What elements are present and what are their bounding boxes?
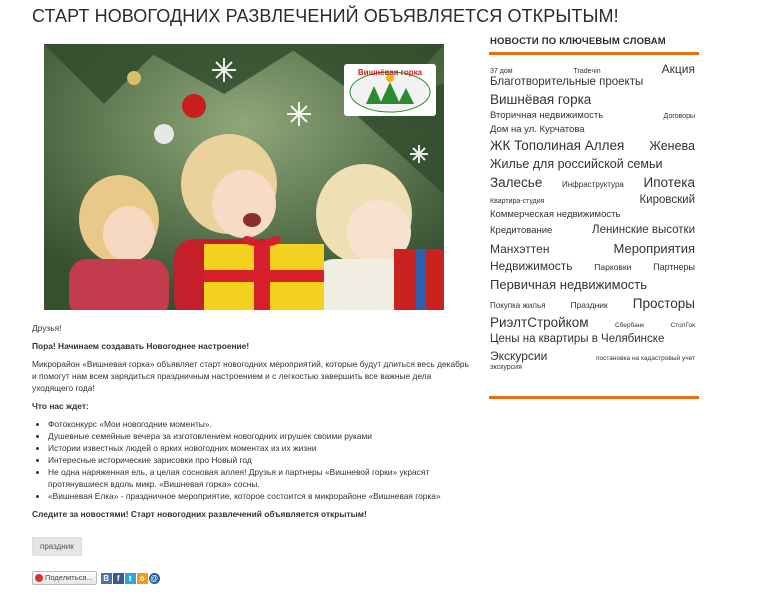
hero-image [44, 44, 444, 310]
article-intro: Микрорайон «Вишневая горка» объявляет старт новогодних мероприятий, которые будут длиться весь декабрь и помогут нам всем зарядиться праздничным настроением и с легкостью завершить все важные дела уходящего года! [32, 359, 469, 393]
widget-title: НОВОСТИ ПО КЛЮЧЕВЫМ СЛОВАМ [490, 36, 666, 47]
tag-charity[interactable]: Благотворительные проекты [490, 76, 644, 88]
share-button[interactable] [32, 571, 97, 585]
list-item: • Фотоконкурс «Мои новогодние моменты». [48, 418, 472, 430]
tag-zheneva[interactable]: Женева [649, 139, 695, 153]
tag-commercial-realty[interactable]: Коммерческая недвижимость [490, 209, 621, 220]
tag-realty[interactable]: Недвижимость [490, 259, 573, 273]
list-item: • Истории известных людей о ярких новогодних моментах из их жизни [48, 442, 472, 454]
share-logo-icon [35, 574, 43, 582]
tag-cadastral[interactable]: постановка на кадастровый учет [595, 355, 695, 362]
tag-topolinaya-alleya[interactable]: ЖК Тополиная Аллея [490, 138, 625, 153]
tag-stolgok[interactable]: СтолГок [670, 322, 695, 329]
tag-housing-purchase[interactable]: Покупка жилья [490, 301, 546, 310]
tag-vishnevaya-gorka[interactable]: Вишнёвая горка [490, 92, 592, 107]
tag-parking[interactable]: Парковки [594, 262, 632, 272]
tag-excursions[interactable]: Экскурсии [490, 349, 548, 363]
article-subheading: Что нас ждет: [32, 401, 89, 411]
tag-ipoteka[interactable]: Ипотека [643, 175, 695, 190]
tag-cloud [490, 62, 695, 376]
article-tag-button[interactable]: праздник [32, 537, 82, 556]
tag-tradein[interactable]: Tradeчin [573, 68, 601, 75]
tag-events[interactable]: Мероприятия [613, 241, 695, 256]
tag-manhattan[interactable]: Манхэттен [490, 242, 550, 256]
list-item: • «Вишневая Елка» - праздничное мероприятие, которое состоится в микрорайоне «Вишневая горка» [48, 490, 472, 502]
tag-excursion[interactable]: экскурсия [490, 364, 522, 371]
tag-primary-realty[interactable]: Первичная недвижимость [490, 277, 648, 292]
tag-contracts[interactable]: Договоры [663, 113, 695, 120]
tag-prostory[interactable]: Просторы [632, 296, 695, 311]
vk-icon[interactable]: B [101, 573, 112, 584]
tag-rieltstroykom[interactable]: РиэлтСтройком [490, 315, 589, 330]
tag-housing-family[interactable]: Жилье для российской семьи [490, 157, 663, 171]
tag-37-dom[interactable]: 37 дом [490, 68, 513, 75]
tag-zalesye[interactable]: Залесье [490, 175, 543, 190]
tag-kurchatova-house[interactable]: Дом на ул. Курчатова [490, 124, 585, 135]
tag-partners[interactable]: Партнеры [653, 262, 695, 272]
article-greeting: Друзья! [32, 323, 62, 333]
hero-illustration [44, 44, 444, 310]
tag-studio[interactable]: Квартира-студия [490, 198, 545, 205]
tag-sberbank[interactable]: Сбербанк [614, 322, 645, 329]
article-event-list [32, 418, 472, 502]
article-body [32, 322, 472, 526]
share-bar [32, 571, 160, 585]
hero-logo-text: Вишнёвая горка [357, 68, 423, 77]
widget-bottom-divider [489, 396, 699, 399]
moimir-icon[interactable]: @ [150, 573, 159, 583]
facebook-icon[interactable]: f [113, 573, 124, 584]
list-item: • Интересные исторические зарисовки про Новый год [48, 454, 472, 466]
tag-crediting[interactable]: Кредитование [490, 225, 553, 236]
tag-prazdnik[interactable]: Праздник [570, 300, 608, 310]
page-title: СТАРТ НОВОГОДНИХ РАЗВЛЕЧЕНИЙ ОБЪЯВЛЯЕТСЯ ОТКРЫТЫМ! [32, 6, 619, 26]
share-button-label: Поделиться... [45, 573, 93, 582]
tag-chelyabinsk-prices[interactable]: Цены на квартиры в Челябинске [490, 333, 665, 345]
tag-akciya[interactable]: Акция [661, 62, 695, 76]
list-item: • Не одна наряженная ель, а целая сосновая аллея! Друзья и партнеры «Вишневой горки» украсят протянувшиеся вдоль микр. «Вишневая горка» сосны. [48, 466, 472, 490]
widget-top-divider [489, 52, 699, 55]
tag-infrastructure[interactable]: Инфраструктура [562, 180, 624, 189]
odnoklassniki-icon[interactable]: o [137, 573, 148, 584]
article-lead: Пора! Начинаем создавать Новогоднее настроение! [32, 341, 250, 351]
tag-leninskie-vysotki[interactable]: Ленинские высотки [592, 224, 695, 236]
tag-kirovsky[interactable]: Кировский [639, 194, 695, 206]
tag-secondary-realty[interactable]: Вторичная недвижимость [490, 110, 604, 121]
twitter-icon[interactable]: t [125, 573, 136, 584]
article-closing: Следите за новостями! Старт новогодних развлечений объявляется открытым! [32, 509, 367, 519]
list-item: • Душевные семейные вечера за изготовлением новогодних игрушек своими руками [48, 430, 472, 442]
